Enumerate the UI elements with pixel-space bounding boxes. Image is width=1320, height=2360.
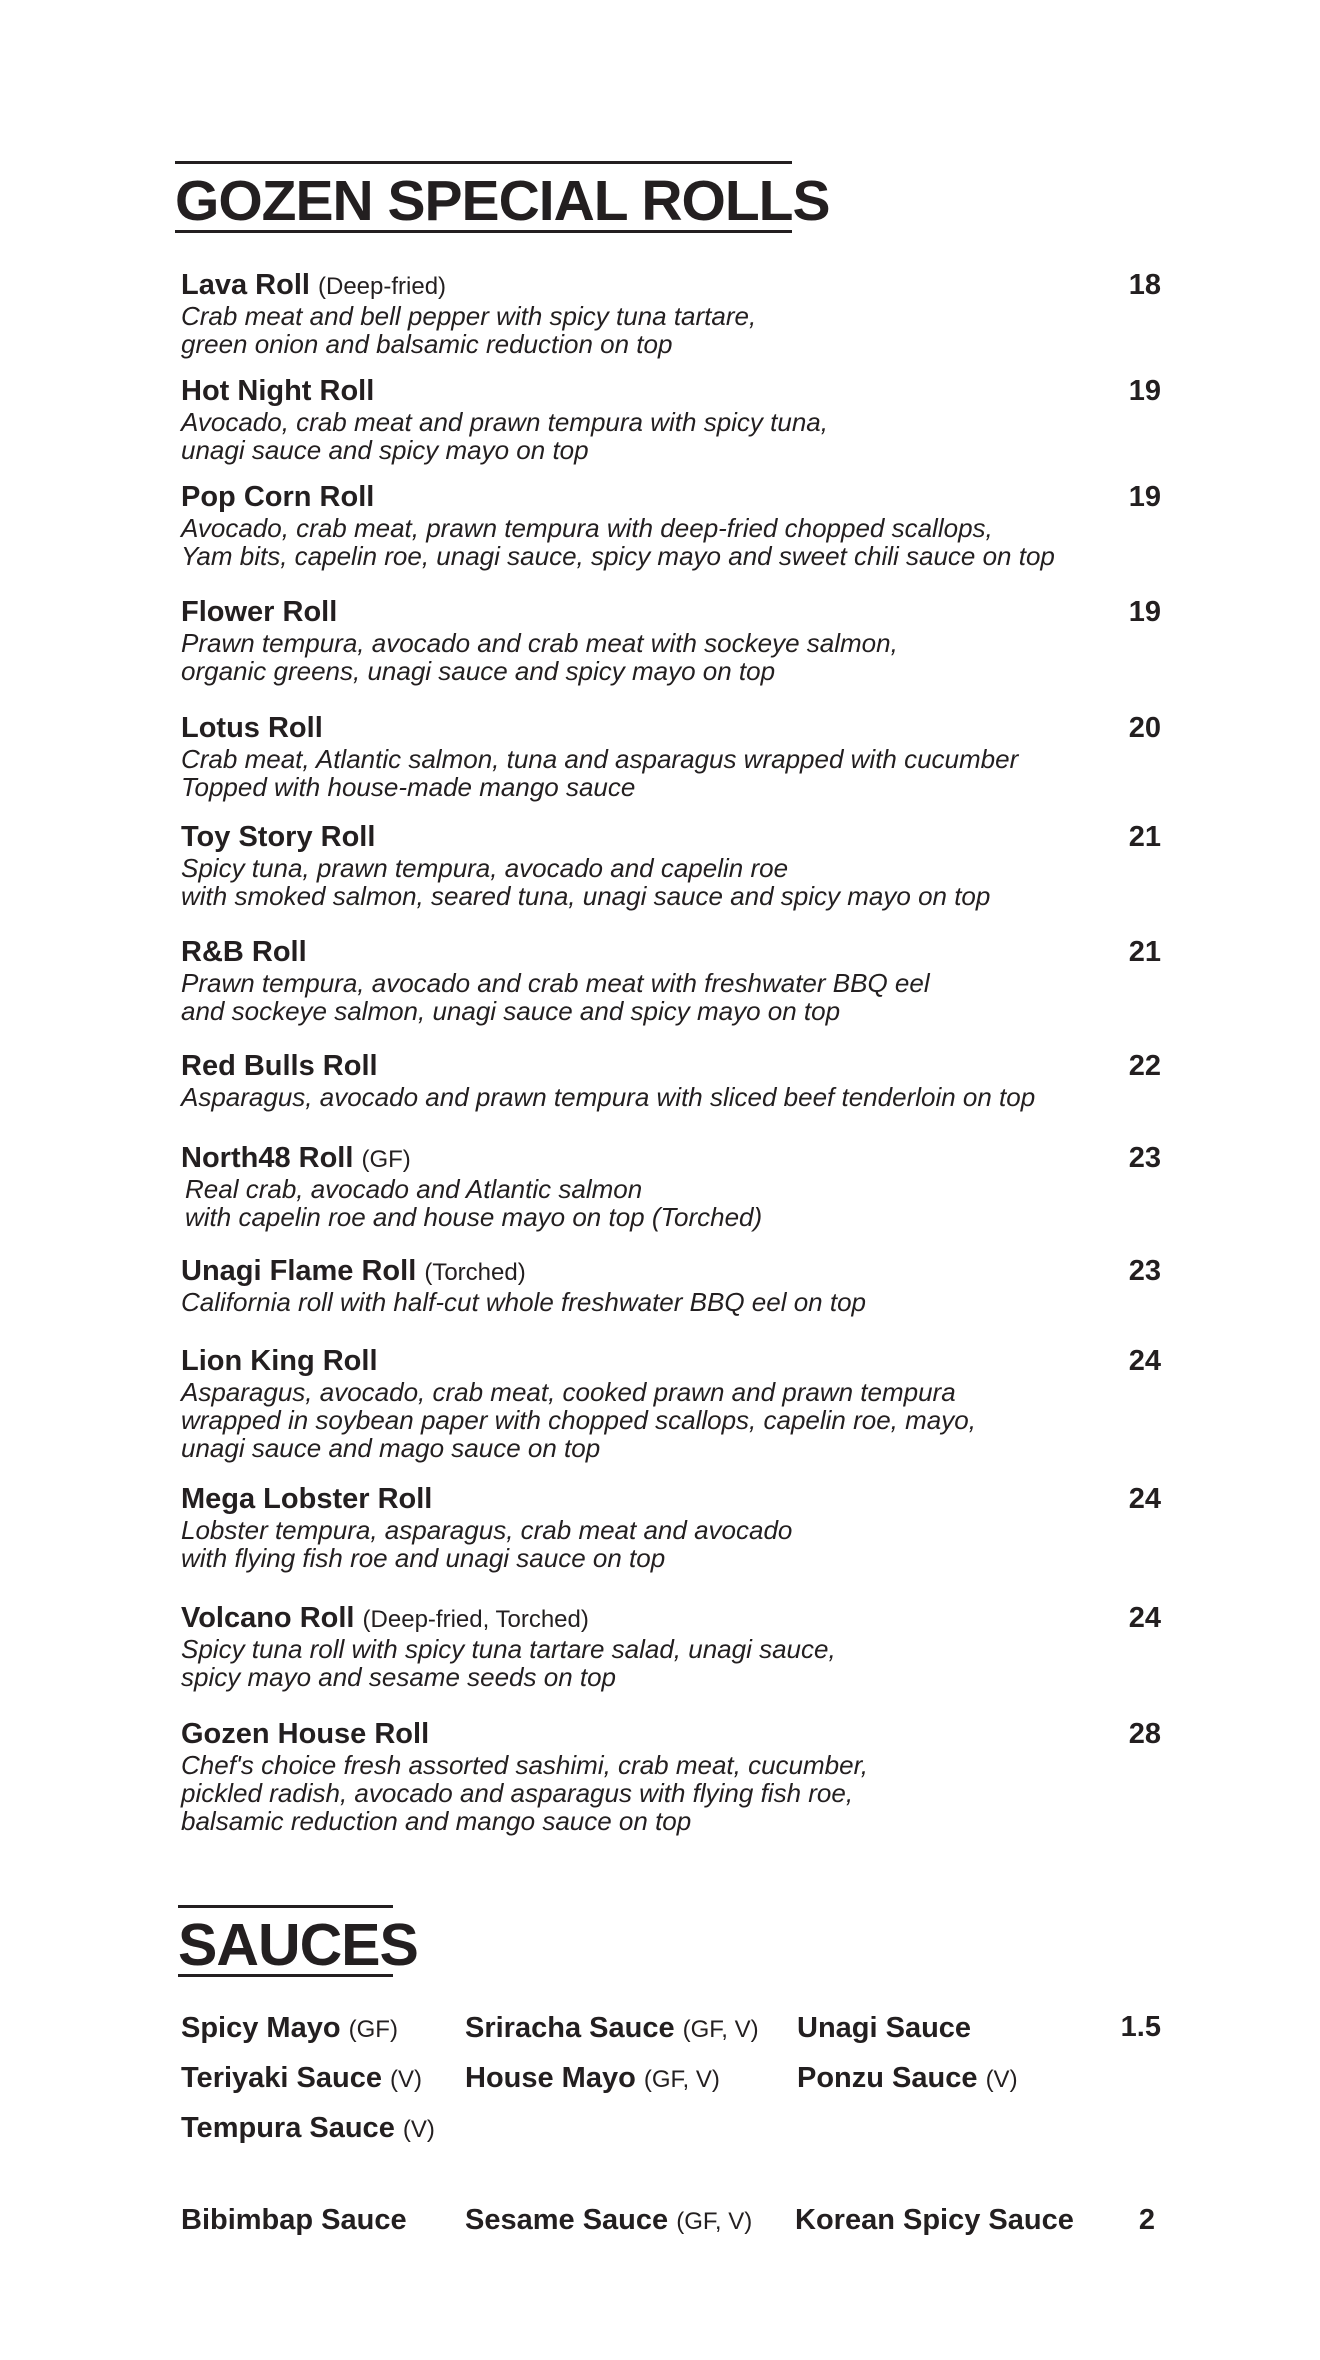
- roll-name: Lion King Roll: [181, 1345, 378, 1377]
- roll-description: California roll with half-cut whole freshwater BBQ eel on top: [181, 1287, 866, 1317]
- roll-description: Spicy tuna, prawn tempura, avocado and capelin roe with smoked salmon, seared tuna, unagi sauce and spicy mayo on top: [181, 853, 991, 911]
- roll-price: 19: [1128, 375, 1161, 407]
- roll-name: North48 Roll: [181, 1142, 354, 1174]
- roll-note: (Deep-fried, Torched): [362, 1606, 589, 1633]
- roll-description: Prawn tempura, avocado and crab meat with sockeye salmon, organic greens, unagi sauce and spicy mayo on top: [181, 628, 898, 686]
- roll-item-lotus: [181, 713, 1161, 801]
- roll-price: 20: [1128, 712, 1161, 744]
- roll-price: 19: [1128, 596, 1161, 628]
- roll-price: 19: [1128, 481, 1161, 513]
- roll-price: 22: [1128, 1050, 1161, 1082]
- roll-price: 23: [1128, 1142, 1161, 1174]
- roll-description: Prawn tempura, avocado and crab meat with freshwater BBQ eel and sockeye salmon, unagi sauce and spicy mayo on top: [181, 968, 930, 1026]
- roll-item-flower: [181, 597, 1161, 685]
- roll-price: 18: [1128, 269, 1161, 301]
- sauce-item: [465, 2013, 759, 2045]
- roll-name: Hot Night Roll: [181, 375, 375, 407]
- roll-item-volcano: [181, 1603, 1161, 1691]
- sauce-name: Korean Spicy Sauce: [795, 2204, 1074, 2236]
- roll-note: (Torched): [424, 1259, 526, 1286]
- roll-description: Avocado, crab meat, prawn tempura with deep-fried chopped scallops, Yam bits, capelin roe, unagi sauce, spicy mayo and sweet chili sauce on top: [181, 513, 1055, 571]
- roll-name: Volcano Roll: [181, 1602, 355, 1634]
- roll-price: 21: [1128, 936, 1161, 968]
- sauce-note: (GF, V): [676, 2208, 753, 2235]
- roll-name: Flower Roll: [181, 596, 338, 628]
- sauce-name: Tempura Sauce: [181, 2112, 395, 2144]
- roll-name: R&B Roll: [181, 936, 307, 968]
- roll-price: 28: [1128, 1718, 1161, 1750]
- roll-item-mega-lobster: [181, 1484, 1161, 1572]
- roll-name: Lava Roll: [181, 269, 310, 301]
- roll-item-unagi-flame: [181, 1256, 1161, 1316]
- sauce-item: [181, 2205, 407, 2237]
- sauce-item: [181, 2113, 435, 2145]
- roll-description: Chef's choice fresh assorted sashimi, crab meat, cucumber, pickled radish, avocado and asparagus with flying fish roe, balsamic reduction and mango sauce on top: [181, 1750, 869, 1836]
- sauce-note: (V): [985, 2066, 1018, 2093]
- roll-description: Crab meat, Atlantic salmon, tuna and asparagus wrapped with cucumber Topped with house-made mango sauce: [181, 744, 1019, 802]
- sauce-name: Teriyaki Sauce: [181, 2062, 382, 2094]
- sauce-name: Unagi Sauce: [797, 2012, 972, 2044]
- roll-name: Lotus Roll: [181, 712, 323, 744]
- roll-item-toy-story: [181, 822, 1161, 910]
- roll-description: Asparagus, avocado, crab meat, cooked prawn and prawn tempura wrapped in soybean paper with chopped scallops, capelin roe, mayo, unagi sauce and mago sauce on top: [181, 1377, 976, 1463]
- roll-name: Gozen House Roll: [181, 1718, 430, 1750]
- roll-description: Real crab, avocado and Atlantic salmon with capelin roe and house mayo on top (Torched): [185, 1174, 763, 1232]
- sauce-note: (GF, V): [643, 2066, 720, 2093]
- roll-item-rnb: [181, 937, 1161, 1025]
- roll-description: Spicy tuna roll with spicy tuna tartare salad, unagi sauce, spicy mayo and sesame seeds on top: [181, 1634, 836, 1692]
- sauce-item: [797, 2063, 1018, 2095]
- roll-note: (Deep-fried): [318, 273, 447, 300]
- sauce-note: (V): [402, 2116, 435, 2143]
- sauce-item: [797, 2013, 971, 2045]
- roll-item-north48: [181, 1143, 1161, 1231]
- roll-note: (GF): [361, 1146, 411, 1173]
- roll-price: 21: [1128, 821, 1161, 853]
- sauce-name: Sesame Sauce: [465, 2204, 669, 2236]
- roll-name: Pop Corn Roll: [181, 481, 375, 513]
- roll-item-red-bulls: [181, 1051, 1161, 1111]
- roll-item-gozen-house: [181, 1719, 1161, 1835]
- sauce-item: [465, 2205, 752, 2237]
- sauce-note: (V): [390, 2066, 423, 2093]
- roll-name: Unagi Flame Roll: [181, 1255, 417, 1287]
- sauces-section-heading: SAUCES: [178, 1905, 393, 1977]
- sauce-item: [181, 2063, 422, 2095]
- roll-price: 24: [1128, 1483, 1161, 1515]
- roll-name: Mega Lobster Roll: [181, 1483, 433, 1515]
- roll-price: 24: [1128, 1345, 1161, 1377]
- sauce-note: (GF, V): [682, 2016, 759, 2043]
- roll-name: Red Bulls Roll: [181, 1050, 378, 1082]
- roll-item-lava: [181, 270, 1161, 358]
- sauce-group-2-price: 2: [1138, 2204, 1155, 2236]
- roll-description: Avocado, crab meat and prawn tempura with spicy tuna, unagi sauce and spicy mayo on top: [181, 407, 828, 465]
- roll-price: 23: [1128, 1255, 1161, 1287]
- sauce-name: Bibimbap Sauce: [181, 2204, 407, 2236]
- sauce-item: [181, 2013, 398, 2045]
- sauce-name: Ponzu Sauce: [797, 2062, 978, 2094]
- sauce-note: (GF): [348, 2016, 398, 2043]
- roll-name: Toy Story Roll: [181, 821, 376, 853]
- roll-description: Asparagus, avocado and prawn tempura with sliced beef tenderloin on top: [181, 1082, 1036, 1112]
- roll-item-pop-corn: [181, 482, 1161, 570]
- sauce-item: [795, 2205, 1074, 2237]
- roll-description: Lobster tempura, asparagus, crab meat and avocado with flying fish roe and unagi sauce on top: [181, 1515, 793, 1573]
- roll-item-hot-night: [181, 376, 1161, 464]
- roll-description: Crab meat and bell pepper with spicy tuna tartare, green onion and balsamic reduction on top: [181, 301, 757, 359]
- sauce-name: Sriracha Sauce: [465, 2012, 675, 2044]
- roll-price: 24: [1128, 1602, 1161, 1634]
- sauce-name: House Mayo: [465, 2062, 636, 2094]
- sauce-group-1-price: 1.5: [1120, 2011, 1161, 2043]
- roll-item-lion-king: [181, 1346, 1161, 1462]
- rolls-section-heading: GOZEN SPECIAL ROLLS: [175, 161, 792, 233]
- sauce-name: Spicy Mayo: [181, 2012, 341, 2044]
- sauce-item: [465, 2063, 720, 2095]
